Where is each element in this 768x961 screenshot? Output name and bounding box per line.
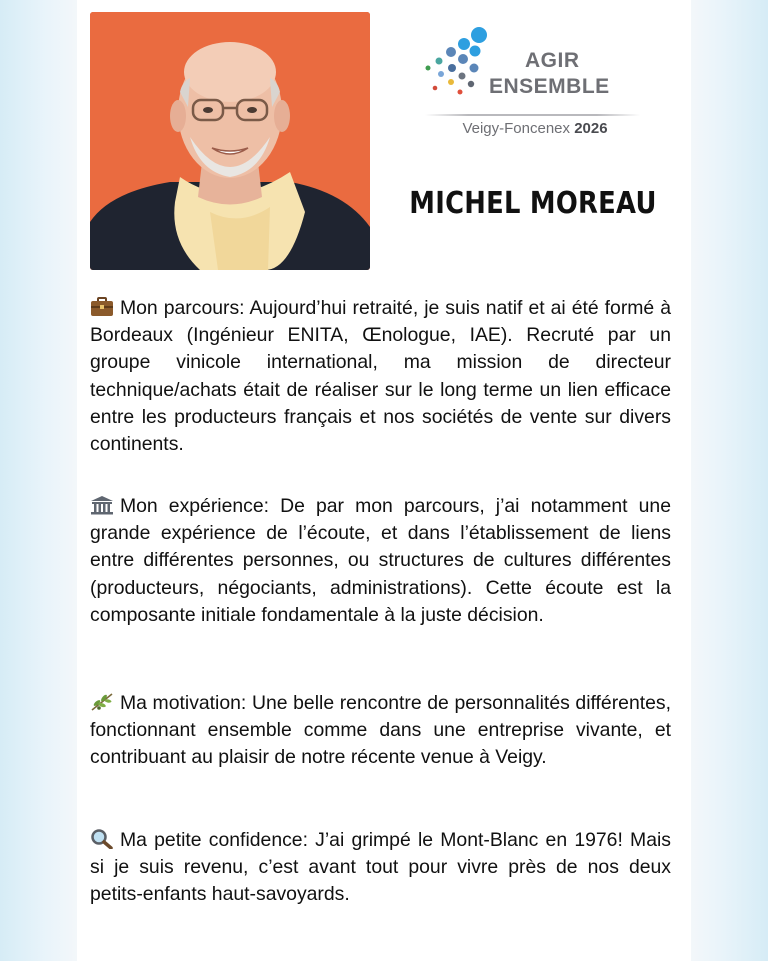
magnifying-glass-icon [90, 829, 114, 849]
section-text: Ma petite confidence: J’ai grimpé le Mont-Blanc en 1976! Mais si je suis revenu, c’est avant tout pour vivre près de nos deux petits-enfants haut-savoyards. [90, 829, 671, 906]
logo-dots-icon [415, 24, 495, 104]
section-text: Mon expérience: De par mon parcours, j’ai notamment une grande expérience de l’écoute, et dans l’établissement de liens entre différentes personnes, ou structures de cultures différentes (producteurs, négociants, administrations). Cette écoute est la composante initiale fondamentale à la juste décision. [90, 495, 671, 626]
logo-place: Veigy-Foncenex [462, 120, 571, 137]
section-experience [90, 493, 671, 629]
section-text: Ma motivation: Une belle rencontre de personnalités différentes, fonctionnant ensemble comme dans une entreprise vivante, et contribuant au plaisir de notre récente venue à Veigy. [90, 692, 671, 769]
section-motivation [90, 690, 671, 772]
logo-divider [425, 114, 640, 116]
logo-word-agir: AGIR [525, 49, 580, 72]
classical-building-icon [90, 495, 114, 515]
section-text: Mon parcours: Aujourd’hui retraité, je suis natif et ai été formé à Bordeaux (Ingénieur ENITA, Œnologue, IAE). Recruté par un groupe vinicole international, ma mission de directeur technique/achats était de réaliser sur le long terme un lien efficace entre les producteurs français et nos sociétés de vente sur divers continents. [90, 297, 671, 456]
candidate-name: MICHEL MOREAU [409, 186, 657, 221]
candidate-card [77, 0, 691, 961]
logo-subtitle [415, 120, 655, 137]
section-confidence [90, 827, 671, 909]
logo-year: 2026 [574, 120, 608, 137]
olive-branch-icon [90, 692, 114, 712]
section-parcours [90, 295, 671, 458]
candidate-photo [90, 12, 370, 270]
briefcase-icon [90, 297, 114, 317]
agir-ensemble-logo [415, 24, 655, 144]
logo-word-ensemble: ENSEMBLE [489, 75, 610, 98]
